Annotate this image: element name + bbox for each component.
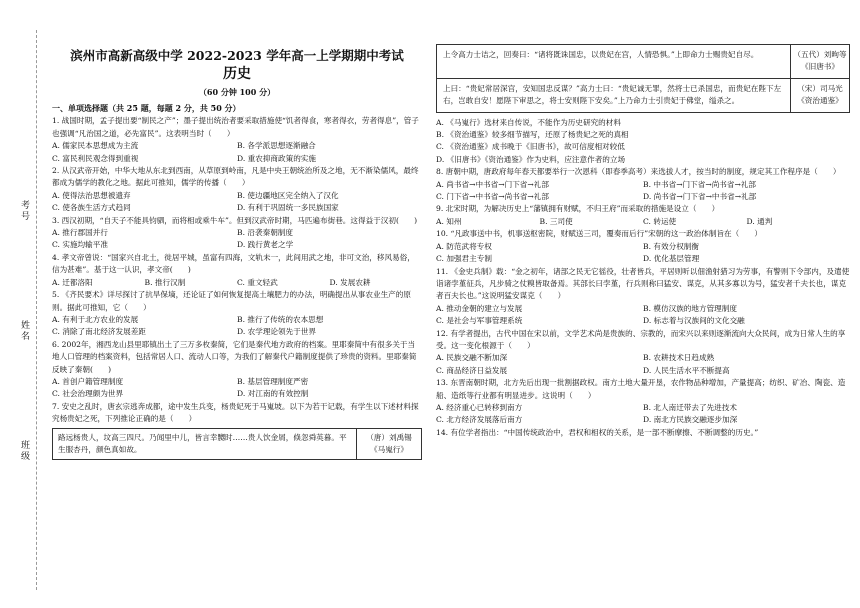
binding-strip — [0, 0, 44, 608]
option-item: D. 人民生活水平不断提高 — [643, 365, 730, 375]
options-grid — [52, 140, 422, 165]
option-item: D. 对江南的有效控制 — [237, 389, 309, 399]
question-stem: 14. 有位学者指出：“中国传统政治中，君权和相权的关系，是一部不断摩擦、不断调整的历史。” — [436, 427, 759, 437]
option-item: A. 首创户籍管理制度 — [52, 376, 124, 386]
source-attribution — [791, 45, 849, 78]
option-item: D. 有利于巩固统一多民族国家 — [237, 203, 339, 213]
seal-line — [36, 30, 37, 590]
option-item: B. 推行汉制 — [144, 277, 186, 287]
option-item: C. 实施均输平准 — [52, 240, 108, 250]
question-item — [52, 252, 422, 289]
question-stem: 12. 有学者提出，古代中国在宋以前，文学艺术尚是贵族的、宗教的，而宋兴以来则逐渐流向大众民间，成为日常人生的享受。这一变化根源于（ ） — [436, 328, 846, 350]
option-item: A. 《马嵬行》选材来自传说，不能作为历史研究的材料 — [436, 117, 621, 127]
question-stem: 3. 西汉初期，“自天子不能具钧驷，而将相或乘牛车”。但到汉武帝时期，马匹遍布街巷。这得益于汉初( ) — [52, 215, 418, 225]
source-attribution — [791, 79, 849, 112]
question-item — [436, 266, 850, 328]
question-item — [52, 401, 422, 426]
option-item: C. 商品经济日益发展 — [436, 365, 508, 375]
option-item: A. 有利于北方农业的发展 — [52, 314, 139, 324]
option-item: C. 门下省→中书省→尚书省→礼部 — [436, 192, 549, 202]
question-stem: 11. 《金史兵制》载：“金之初年，诸部之民无它徭役，壮者皆兵，平居则听以佃渔射猎习为劳事，有警则下令部内，及遣使诣诸孛堇征兵，凡步骑之仗糗皆取备焉。其部长曰孛堇，行兵则称曰猛安、谋克，从其多寡以为号，猛安者千夫长也，谋克者百夫长也。”这说明猛安谋克（ ） — [436, 266, 850, 301]
option-item: A. 迁都洛阳 — [52, 277, 93, 287]
source-author: （五代）刘昫等 — [793, 50, 847, 59]
options-grid — [52, 227, 422, 252]
option-item: B. 《资治通鉴》较多细节描写，还原了杨贵妃之死的真相 — [436, 130, 629, 140]
options-grid — [52, 277, 422, 289]
option-item: C. 北方经济发展落后南方 — [436, 415, 523, 425]
source-text: 上令高力士诘之，回奏曰：“诸将既诛国忠，以贵妃在宫，人情恐惧。”上即命力士赐贵妃自尽。 — [437, 45, 791, 78]
option-item: B. 使边疆地区完全纳入了汉化 — [237, 190, 339, 200]
options-grid — [436, 179, 850, 204]
question-item — [436, 228, 850, 265]
question-stem: 5. 《齐民要术》详尽探讨了抗旱保墒，还论证了如何恢复提高土壤肥力的办法，明确提出从事农业生产的原则。据此可推知，它（ ） — [52, 290, 411, 312]
section-heading: 一、单项选择题（共 25 题，每题 2 分，共 50 分） — [52, 103, 241, 113]
options-grid — [436, 402, 850, 427]
question-item — [436, 328, 850, 378]
option-item: D. 标志着与汉族间的文化交融 — [643, 316, 745, 326]
option-item: D. 南北方民族交融逐步加深 — [643, 415, 738, 425]
option-item: C. 重文轻武 — [237, 277, 278, 287]
question-item — [52, 165, 422, 215]
source-book: 《马嵬行》 — [370, 444, 408, 454]
question-item — [52, 339, 422, 401]
question-stem: 2. 从汉武帝开始，中华大地从东北到西南，从草原到岭南，凡是中央王朝统治所及之地，无不渐染儒风，最终都成为儒学的教化之地。据此可推知，儒学的传播（ ） — [52, 166, 419, 188]
question-item — [52, 215, 422, 252]
option-item: B. 北人南迁带去了先进技术 — [643, 402, 737, 412]
source-table-tang — [52, 428, 422, 461]
options-grid — [436, 241, 850, 266]
source-book: 《旧唐书》 — [801, 62, 839, 72]
exam-title: 滨州市高新高级中学 2022-2023 学年高一上学期期中考试 — [70, 48, 404, 63]
option-item: B. 各学派思想逐渐融合 — [237, 141, 316, 151]
option-item: B. 推行了传统的农本思想 — [237, 314, 324, 324]
option-item: A. 推行郡国并行 — [52, 228, 108, 238]
option-item: B. 基层管理制度严密 — [237, 376, 309, 386]
option-item: A. 尚书省→中书省→门下省→礼部 — [436, 179, 549, 189]
option-item: B. 三司使 — [539, 216, 573, 226]
left-column — [52, 0, 422, 460]
source-attribution — [357, 429, 421, 460]
option-item: B. 模仿汉族的地方管理制度 — [643, 303, 737, 313]
options-grid — [52, 190, 422, 215]
option-item: A. 经济重心已转移到南方 — [436, 402, 523, 412]
subject-title: 历史 — [223, 66, 251, 82]
question-item — [52, 115, 422, 165]
left-question-list — [52, 115, 422, 425]
option-item: C. 使各族生活方式趋同 — [52, 203, 131, 213]
source-row — [437, 45, 849, 79]
options-grid — [436, 216, 850, 228]
option-item: C. 消除了南北经济发展差距 — [52, 327, 146, 337]
options-grid — [52, 314, 422, 339]
option-item: D. 优化基层管理 — [643, 254, 700, 264]
question-item — [436, 427, 850, 439]
source-book: 《资治通鉴》 — [797, 96, 843, 106]
source-row — [437, 79, 849, 112]
option-item: B. 沿袭秦朝制度 — [237, 228, 293, 238]
option-item: A. 儒家民本思想成为主流 — [52, 141, 139, 151]
option-item: C. 社会治理颇为世界 — [52, 389, 124, 399]
option-item: B. 有效分权制衡 — [643, 241, 699, 251]
options-grid — [52, 376, 422, 401]
option-item: D. 发展农耕 — [329, 277, 371, 287]
source-author: （宋）司马光 — [797, 83, 843, 93]
option-item: A. 知州 — [436, 216, 462, 226]
question-stem: 8. 唐朝中期，唐政府每年春天都要举行一次恩科（即春季高考）来选拔人才，按当时的制度，规定其工作程序是（ ） — [436, 167, 841, 177]
option-item: D. 尚书省→门下省→中书省→礼部 — [643, 192, 757, 202]
question-stem: 1. 战国时期，孟子提出要“制民之产”；墨子提出统治者要采取措施使“饥者得食，寒者得衣，劳者得息”，管子也强调“凡治国之道，必先富民”。这表明当时（ ） — [52, 116, 419, 138]
option-item: C. 转运使 — [643, 216, 677, 226]
option-item: A. 民族交融不断加深 — [436, 353, 508, 363]
option-item: D. 农学理论领先于世界 — [237, 327, 316, 337]
question-stem: 9. 北宋时期，为解决历史上“藩镇拥有财赋，不归王府”而采取的措施是设立（ ） — [436, 204, 720, 214]
option-item: C. 《资治通鉴》成书晚于《旧唐书》，故可信度相对较低 — [436, 142, 625, 152]
question-stem: 10. “凡政事送中书，机事送枢密院，财赋送三司，覆奏而后行”宋朝的这一政治体制旨在（ ） — [436, 229, 762, 239]
question-stem: 6. 2002年，湘西龙山县里耶镇出土了三万多枚秦简，它们是秦代地方政府的档案。里耶秦简中有很多关于当地人口管理的档案资料，包括常居人口、流动人口等，为我们了解秦代户籍制度提供了珍贵的资料。里耶秦简反映了秦朝( ) — [52, 339, 417, 374]
source-text: 路远杨贵人，坟高三四尺。乃闻里中儿，皆言幸嬲时……贵人饮金屑，倏忽舜英暮。平生服杏丹，颜色真如故。 — [53, 429, 357, 460]
question-item — [436, 377, 850, 427]
q7-options — [436, 117, 850, 167]
option-item: C. 加强君主专制 — [436, 254, 492, 264]
exam-id-label: 考号 — [19, 200, 29, 222]
options-grid — [436, 303, 850, 328]
option-item: A. 使得法治思想被遗弃 — [52, 190, 131, 200]
option-item: D. 重农抑商政策的实施 — [237, 153, 316, 163]
question-stem: 13. 东晋南朝时期，北方先后出现一批割据政权。南方土地大量开垦，农作物品种增加，产量提高；纺织、矿冶、陶瓷、造船、造纸等行业都有明显进步。这说明（ ） — [436, 378, 846, 400]
option-item: D. 《旧唐书》《资治通鉴》作为史料，应注意作者的立场 — [436, 154, 626, 164]
class-label: 班级 — [19, 440, 29, 462]
exam-time: （60 分钟 100 分） — [198, 87, 276, 97]
option-item: A. 推动金朝的建立与发展 — [436, 303, 523, 313]
options-grid — [436, 352, 850, 377]
option-item: D. 践行黄老之学 — [237, 240, 294, 250]
source-table-right — [436, 44, 850, 113]
option-item: C. 是社会与军事管理系统 — [436, 316, 523, 326]
name-label: 姓名 — [19, 320, 29, 342]
right-column — [436, 0, 850, 439]
right-question-list — [436, 166, 850, 439]
source-author: （唐）刘禹锡 — [366, 432, 412, 442]
question-item — [436, 166, 850, 203]
question-stem: 4. 孝文帝曾说：“国家兴自北土，徙居平城，虽富有四海，文轨未一，此间用武之地，非可文治，移风易俗，信为甚难”。基于这一认识，孝文帝( ) — [52, 252, 415, 275]
option-item: B. 中书省→门下省→尚书省→礼部 — [643, 179, 757, 189]
question-item — [52, 289, 422, 339]
option-item: C. 富民利民观念得到重视 — [52, 153, 139, 163]
question-item — [436, 203, 850, 228]
option-item: D. 通判 — [746, 216, 773, 226]
source-text: 上曰：“贵妃常居深宫，安知国忠反谋？”高力士曰：“贵妃诚无罪，然将士已杀国忠，而贵妃在陛下左右，岂敢自安！愿陛下审思之，将士安则陛下安矣。”上乃命力士引贵妃于佛堂，缢杀之。 — [437, 79, 791, 112]
option-item: A. 防范武将专权 — [436, 241, 492, 251]
question-stem: 7. 安史之乱时，唐玄宗逃奔成都，途中发生兵变，杨贵妃死于马嵬坡。以下为若干记载，有学生以下述材料探究杨贵妃之死，下列推论正确的是（ ） — [52, 401, 419, 424]
option-item: B. 农耕技术日趋成熟 — [643, 353, 715, 363]
